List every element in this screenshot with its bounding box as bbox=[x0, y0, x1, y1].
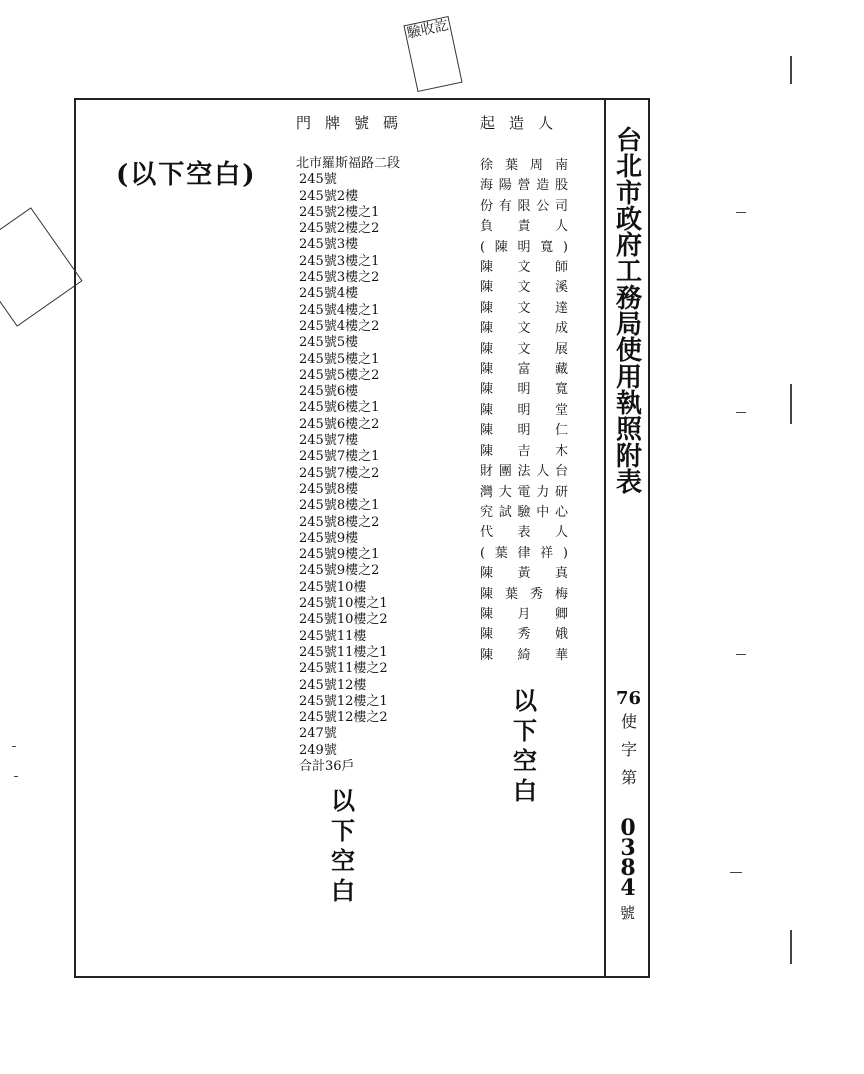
scan-mark bbox=[790, 384, 792, 424]
address-item: 245號9樓 bbox=[299, 530, 359, 546]
scan-mark bbox=[790, 930, 792, 964]
address-item: 245號4樓 bbox=[299, 286, 359, 302]
left-seal-stamp bbox=[0, 207, 83, 327]
owner-item: 海 陽 營 造 股 bbox=[480, 178, 568, 194]
owner-item: 陳 秀 娥 bbox=[480, 627, 568, 643]
address-item: 245號2樓 bbox=[299, 188, 359, 204]
address-item: 245號12樓之1 bbox=[299, 693, 388, 709]
address-item: 245號6樓之1 bbox=[299, 400, 380, 416]
owner-item: 陳 文 達 bbox=[480, 300, 568, 316]
owner-item: ( 葉 律 祥 ) bbox=[480, 545, 568, 561]
owner-item: 灣 大 電 力 研 bbox=[480, 484, 568, 500]
side-title: 台北市政府工務局使用執照附表 bbox=[615, 126, 642, 498]
address-item: 245號5樓之1 bbox=[299, 351, 380, 367]
address-item: 245號11樓之1 bbox=[299, 644, 388, 660]
blank-mark-vertical-address: 以下空白 bbox=[331, 786, 355, 905]
address-list bbox=[296, 156, 400, 775]
address-item: 245號10樓之2 bbox=[299, 612, 388, 628]
permit-digits: 0384 bbox=[620, 815, 636, 901]
address-item: 245號9樓之1 bbox=[299, 547, 380, 563]
address-item: 245號4樓之2 bbox=[299, 318, 380, 334]
owner-list bbox=[480, 156, 568, 666]
owner-item: ( 陳 明 寬 ) bbox=[480, 239, 568, 255]
owner-item: 負 責 人 bbox=[480, 219, 568, 235]
scan-tick bbox=[12, 746, 16, 747]
owner-item: 財 團 法 人 台 bbox=[480, 464, 568, 480]
address-item: 245號2樓之1 bbox=[299, 204, 380, 220]
owner-item: 陳 黃 真 bbox=[480, 566, 568, 582]
permit-suffix: 使字第 bbox=[620, 712, 637, 787]
address-item: 245號7樓之1 bbox=[299, 449, 380, 465]
owner-item: 代 表 人 bbox=[480, 525, 568, 541]
address-item: 249號 bbox=[299, 742, 337, 758]
address-item: 245號2樓之2 bbox=[299, 221, 380, 237]
column-divider bbox=[604, 98, 606, 978]
scan-tick bbox=[730, 872, 742, 873]
address-item: 245號11樓之2 bbox=[299, 661, 388, 677]
permit-prefix: 76 bbox=[616, 688, 642, 709]
permit-go: 號 bbox=[620, 904, 636, 922]
owner-item: 陳 葉 秀 梅 bbox=[480, 586, 568, 602]
scan-tick bbox=[736, 654, 746, 655]
address-item: 245號6樓 bbox=[299, 384, 359, 400]
address-item: 245號7樓之2 bbox=[299, 465, 380, 481]
owner-item: 陳 明 堂 bbox=[480, 402, 568, 418]
owner-item: 陳 月 卿 bbox=[480, 606, 568, 622]
address-item: 245號 bbox=[299, 172, 337, 188]
owner-item: 陳 富 藏 bbox=[480, 362, 568, 378]
header-owner: 起造人 bbox=[480, 114, 568, 132]
address-item: 245號9樓之2 bbox=[299, 563, 380, 579]
owner-item: 陳 文 成 bbox=[480, 321, 568, 337]
address-item: 245號12樓之2 bbox=[299, 710, 388, 726]
owner-item: 份 有 限 公 司 bbox=[480, 198, 568, 214]
address-item: 245號12樓 bbox=[299, 677, 367, 693]
address-item: 245號6樓之2 bbox=[299, 416, 380, 432]
owner-item: 陳 綺 華 bbox=[480, 647, 568, 663]
address-item: 合計36戶 bbox=[299, 758, 355, 774]
owner-item: 陳 明 寬 bbox=[480, 382, 568, 398]
address-item: 245號8樓 bbox=[299, 481, 359, 497]
scan-tick bbox=[14, 776, 18, 777]
scan-tick bbox=[736, 412, 746, 413]
address-item: 247號 bbox=[299, 726, 337, 742]
owner-item: 陳 文 溪 bbox=[480, 280, 568, 296]
address-item: 245號5樓之2 bbox=[299, 367, 380, 383]
owner-item: 陳 文 師 bbox=[480, 260, 568, 276]
address-item: 245號8樓之2 bbox=[299, 514, 380, 530]
blank-mark-vertical-owner: 以下空白 bbox=[513, 686, 537, 805]
address-item: 245號7樓 bbox=[299, 433, 359, 449]
owner-item: 究 試 驗 中 心 bbox=[480, 504, 568, 520]
address-item: 245號11樓 bbox=[299, 628, 367, 644]
header-address: 門牌號碼 bbox=[296, 114, 413, 132]
address-item: 北市羅斯福路二段 bbox=[296, 156, 401, 171]
scan-mark bbox=[790, 56, 792, 84]
owner-item: 陳 文 展 bbox=[480, 341, 568, 357]
scan-tick bbox=[736, 212, 746, 213]
address-item: 245號3樓 bbox=[299, 237, 359, 253]
owner-item: 陳 吉 木 bbox=[480, 443, 568, 459]
address-item: 245號5樓 bbox=[299, 335, 359, 351]
owner-item: 徐 葉 周 南 bbox=[480, 158, 568, 173]
address-item: 245號4樓之1 bbox=[299, 302, 380, 318]
owner-item: 陳 明 仁 bbox=[480, 423, 568, 439]
blank-mark-horizontal: (以下空白) bbox=[116, 160, 257, 190]
address-item: 245號3樓之2 bbox=[299, 270, 380, 286]
address-item: 245號10樓之1 bbox=[299, 596, 388, 612]
top-seal-stamp: 驗收訖 bbox=[403, 16, 462, 92]
address-item: 245號10樓 bbox=[299, 579, 367, 595]
address-item: 245號3樓之1 bbox=[299, 253, 380, 269]
address-item: 245號8樓之1 bbox=[299, 498, 380, 514]
